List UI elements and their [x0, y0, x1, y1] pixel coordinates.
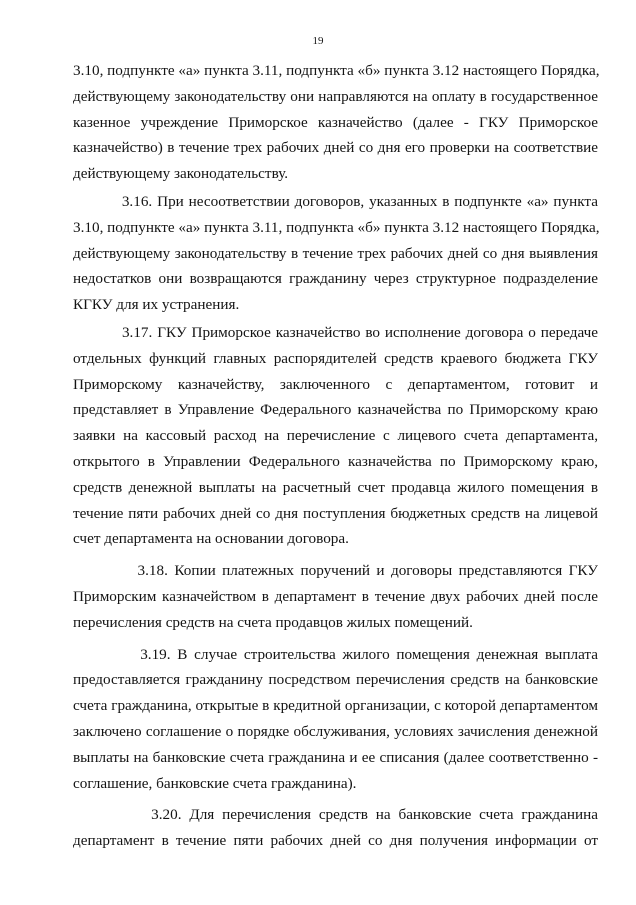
text-line: действующему законодательству в течение трех рабочих дней со дня выявления — [73, 244, 598, 262]
text-line: 3.17. ГКУ Приморское казначейство во исполнение договора о передаче — [73, 323, 598, 341]
text-line: 3.16. При несоответствии договоров, указанных в подпункте «а» пункта — [73, 192, 598, 210]
text-line: Приморским казначейством в департамент в течение двух рабочих дней после — [73, 587, 598, 605]
text-line: действующему законодательству они направляются на оплату в государственное — [73, 87, 598, 105]
text-line: недостатков они возвращаются гражданину через структурное подразделение — [73, 270, 598, 288]
text-line: 3.10, подпункте «а» пункта 3.11, подпункта «б» пункта 3.12 настоящего Порядка, — [73, 62, 600, 79]
text-line: течение пяти рабочих дней со дня поступления бюджетных средств на лицевой — [73, 504, 598, 522]
paragraph-3-19 — [73, 642, 598, 797]
text-line: Приморскому казначейству, заключенного с департаментом, готовит и — [73, 375, 598, 393]
text-line: казначейство) в течение трех рабочих дней со дня его проверки на соответствие — [73, 139, 598, 157]
page-number: 19 — [312, 35, 324, 47]
text-line: выплаты на банковские счета гражданина и ее списания (далее соответственно - — [73, 748, 598, 766]
text-line: заявки на кассовый расход на перечисление с лицевого счета департамента, — [73, 427, 598, 445]
text-line: 3.18. Копии платежных поручений и договоры представляются ГКУ — [73, 562, 598, 580]
text-line: перечисления средств на счета продавцов жилых помещений. — [73, 613, 473, 631]
paragraph-3-17 — [73, 320, 598, 552]
text-line: открытого в Управлении Федерального казначейства по Приморскому краю, — [73, 452, 598, 470]
paragraph-continuation — [73, 58, 598, 187]
text-line: счет департамента на основании договора. — [73, 530, 349, 548]
text-line: соглашение, банковские счета гражданина). — [73, 774, 357, 792]
paragraph-3-16 — [73, 189, 598, 318]
text-line: КГКУ для их устранения. — [73, 296, 240, 314]
text-line: 3.19. В случае строительства жилого помещения денежная выплата — [73, 645, 598, 663]
text-line: отдельных функций главных распорядителей средств краевого бюджета ГКУ — [73, 349, 598, 367]
text-line: предоставляется гражданину посредством перечисления средств на банковские — [73, 671, 598, 689]
text-line: представляет в Управление Федерального казначейства по Приморскому краю — [73, 401, 598, 419]
text-line: заключено соглашение о порядке обслуживания, условиях зачисления денежной — [73, 722, 598, 740]
text-line: действующему законодательству. — [73, 165, 289, 183]
text-line: 3.10, подпункте «а» пункта 3.11, подпункта «б» пункта 3.12 настоящего Порядка, — [73, 218, 600, 236]
paragraph-3-18 — [73, 558, 598, 635]
text-line: 3.20. Для перечисления средств на банковские счета гражданина — [73, 806, 598, 824]
text-line: счета гражданина, открытые в кредитной организации, с которой департаментом — [73, 697, 598, 715]
text-line: казенное учреждение Приморское казначейство (далее - ГКУ Приморское — [73, 113, 598, 131]
document-body — [73, 58, 598, 854]
text-line: департамент в течение пяти рабочих дней со дня получения информации от — [73, 832, 598, 850]
paragraph-3-20 — [73, 802, 598, 854]
text-line: средств денежной выплаты на расчетный счет продавца жилого помещения в — [73, 478, 598, 496]
